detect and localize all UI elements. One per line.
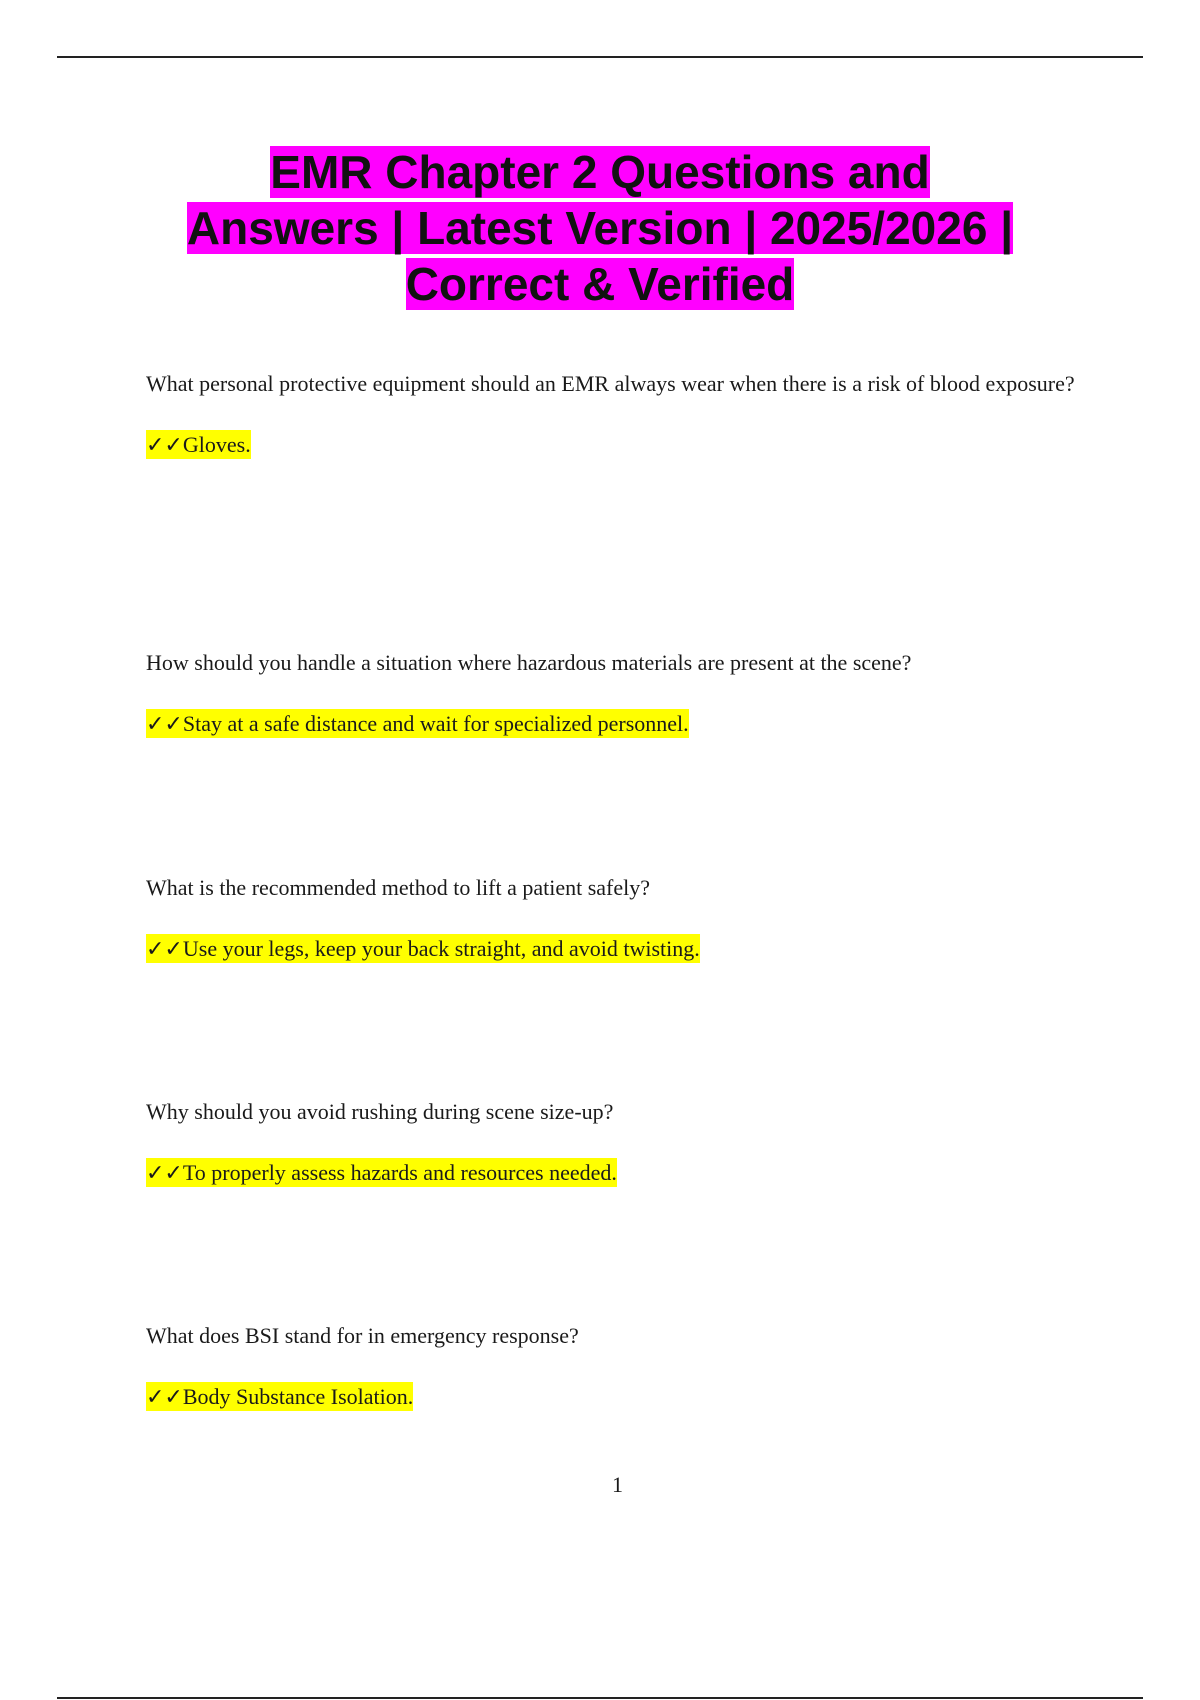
answer-3: ✓✓Use your legs, keep your back straight, and avoid twisting. xyxy=(146,936,700,962)
double-check-icon: ✓✓ xyxy=(146,1385,183,1410)
top-rule xyxy=(57,56,1143,58)
double-check-icon: ✓✓ xyxy=(146,937,183,962)
question-3: What is the recommended method to lift a patient safely? xyxy=(146,875,650,900)
question-4: Why should you avoid rushing during scene size-up? xyxy=(146,1099,614,1124)
title-line-3: Correct & Verified xyxy=(405,258,795,310)
page-number: 1 xyxy=(612,1472,623,1497)
qa-item-1 xyxy=(146,355,1086,461)
question-5: What does BSI stand for in emergency response? xyxy=(146,1323,579,1348)
qa-item-5 xyxy=(146,1307,1086,1413)
qa-item-3 xyxy=(146,859,1086,965)
question-1: What personal protective equipment should an EMR always wear when there is a risk of blood exposure? xyxy=(146,371,1075,396)
double-check-icon: ✓✓ xyxy=(146,1161,183,1186)
qa-item-2 xyxy=(146,634,1086,740)
qa-item-4 xyxy=(146,1083,1086,1189)
answer-1: ✓✓Gloves. xyxy=(146,432,251,458)
title-line-1: EMR Chapter 2 Questions and xyxy=(270,146,930,198)
document-title xyxy=(100,144,1100,312)
question-2: How should you handle a situation where hazardous materials are present at the scene? xyxy=(146,650,912,675)
double-check-icon: ✓✓ xyxy=(146,433,183,458)
answer-5: ✓✓Body Substance Isolation. xyxy=(146,1384,414,1410)
answer-4: ✓✓To properly assess hazards and resources needed. xyxy=(146,1160,617,1186)
double-check-icon: ✓✓ xyxy=(146,712,183,737)
bottom-rule xyxy=(57,1697,1143,1699)
title-line-2: Answers | Latest Version | 2025/2026 | xyxy=(186,202,1014,254)
answer-2: ✓✓Stay at a safe distance and wait for specialized personnel. xyxy=(146,711,689,737)
